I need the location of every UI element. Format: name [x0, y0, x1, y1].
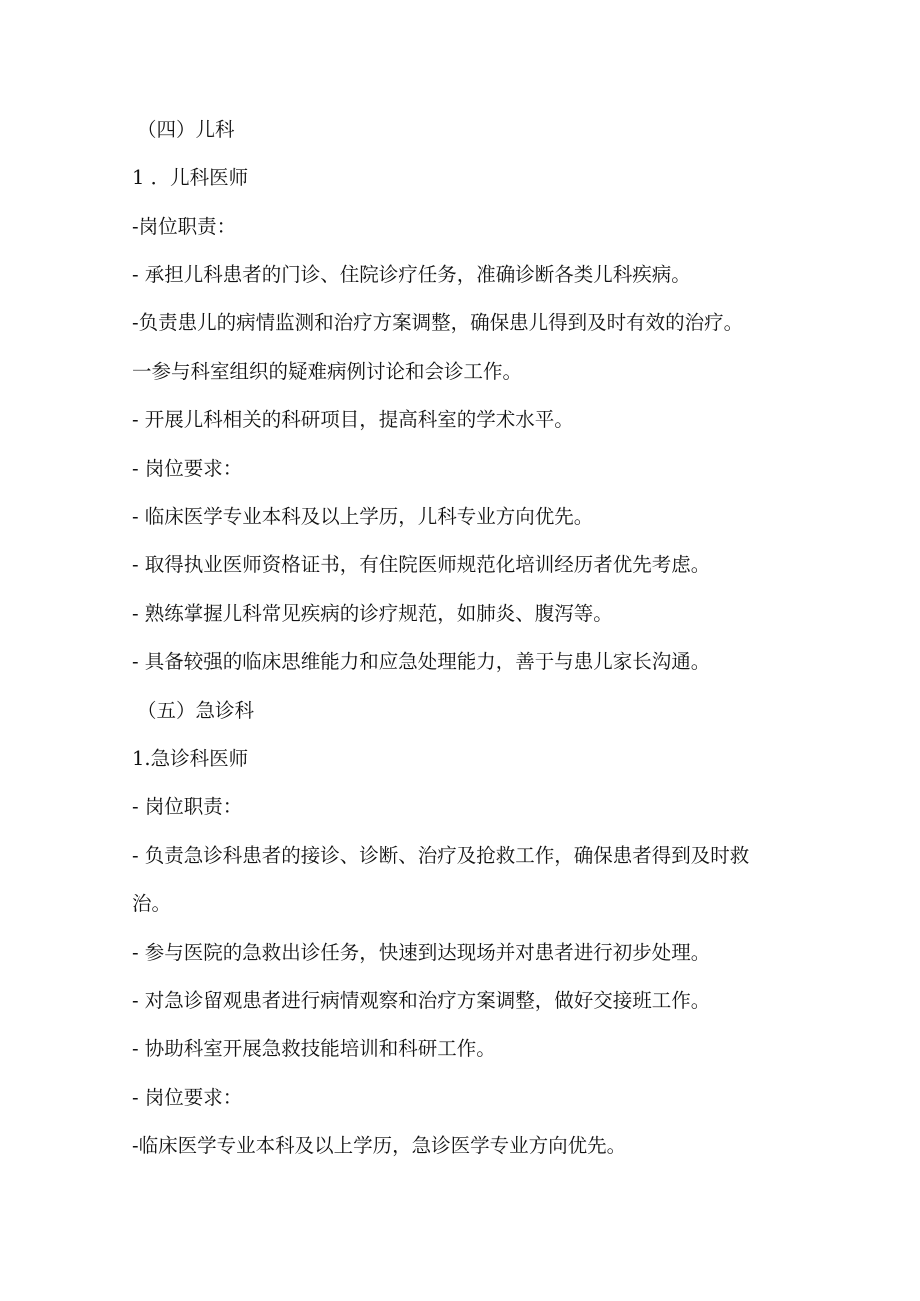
- duty-item: - 负责急诊科患者的接诊、诊断、治疗及抢救工作，确保患者得到及时救: [132, 844, 750, 867]
- requirement-item: -临床医学专业本科及以上学历，急诊医学专业方向优先。: [132, 1134, 627, 1157]
- section-heading-emergency: （五）急诊科: [137, 699, 255, 722]
- requirements-label: - 岗位要求：: [132, 457, 243, 480]
- requirement-item: - 临床医学专业本科及以上学历，儿科专业方向优先。: [132, 505, 594, 528]
- duty-item: -负责患儿的病情监测和治疗方案调整，确保患儿得到及时有效的治疗。: [132, 311, 744, 334]
- duty-item-continued: 治。: [132, 892, 172, 915]
- requirement-item: - 具备较强的临床思维能力和应急处理能力，善于与患儿家长沟通。: [132, 650, 711, 673]
- duties-label: -岗位职责：: [132, 215, 237, 238]
- requirement-item: - 取得执业医师资格证书，有住院医师规范化培训经历者优先考虑。: [132, 553, 711, 576]
- duty-item: - 对急诊留观患者进行病情观察和治疗方案调整，做好交接班工作。: [132, 989, 711, 1012]
- requirements-label: - 岗位要求：: [132, 1086, 243, 1109]
- position-title-pediatrician: 1 ．儿科医师: [132, 166, 249, 189]
- duty-item: - 开展儿科相关的科研项目，提高科室的学术水平。: [132, 408, 574, 431]
- duties-label: - 岗位职责：: [132, 795, 243, 818]
- section-heading-pediatrics: （四）儿科: [137, 118, 235, 141]
- duty-item: - 协助科室开展急救技能培训和科研工作。: [132, 1037, 496, 1060]
- requirement-item: - 熟练掌握儿科常见疾病的诊疗规范，如肺炎、腹泻等。: [132, 602, 613, 625]
- duty-item: 一参与科室组织的疑难病例讨论和会诊工作。: [132, 360, 523, 383]
- position-title-emergency-physician: 1.急诊科医师: [132, 747, 249, 770]
- duty-item: - 承担儿科患者的门诊、住院诊疗任务，准确诊断各类儿科疾病。: [132, 263, 691, 286]
- duty-item: - 参与医院的急救出诊任务，快速到达现场并对患者进行初步处理。: [132, 941, 711, 964]
